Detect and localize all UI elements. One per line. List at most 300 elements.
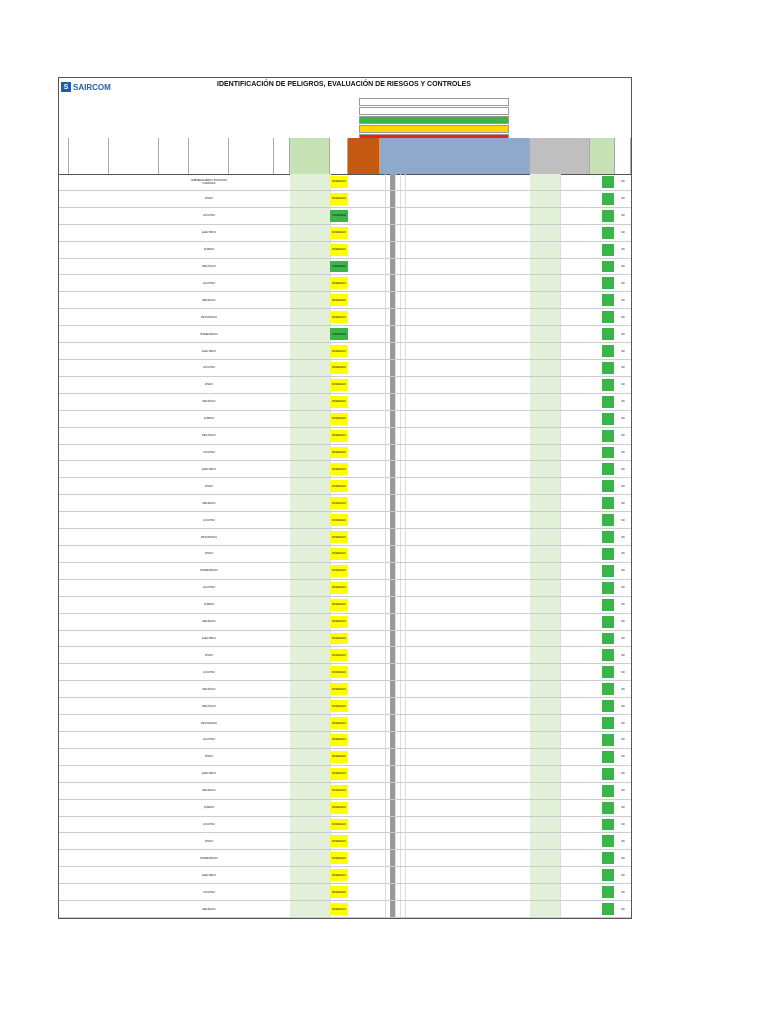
residual-eval-cell xyxy=(555,783,561,799)
hazard-cell: MECÁNICO xyxy=(202,789,216,793)
table-row xyxy=(59,597,631,614)
acceptability-cell: NO xyxy=(621,603,625,607)
table-row xyxy=(59,292,631,309)
residual-eval-cell xyxy=(555,749,561,765)
table-row xyxy=(59,326,631,343)
hazard-cell: ELÉCTRICO xyxy=(202,349,216,353)
acceptability-cell: NO xyxy=(621,214,625,218)
risk-level-cell: MODERADO xyxy=(330,244,348,256)
table-row xyxy=(59,512,631,529)
residual-risk-cell xyxy=(602,227,614,239)
acceptability-cell: NO xyxy=(621,417,625,421)
residual-eval-cell xyxy=(555,817,561,833)
risk-level-cell: MODERADO xyxy=(330,193,348,205)
residual-risk-cell xyxy=(602,193,614,205)
residual-eval-cell xyxy=(555,445,561,461)
control-cell xyxy=(400,309,406,325)
acceptability-cell: NO xyxy=(621,653,625,657)
table-row xyxy=(59,901,631,918)
control-cell xyxy=(400,664,406,680)
hazard-cell: QUÍMICO xyxy=(203,248,215,252)
residual-eval-cell xyxy=(555,275,561,291)
residual-eval-cell xyxy=(555,495,561,511)
risk-level-cell: TOLERABLE xyxy=(330,210,348,222)
acceptability-cell: NO xyxy=(621,434,625,438)
acceptability-cell: NO xyxy=(621,687,625,691)
residual-eval-cell xyxy=(555,326,561,342)
risk-level-cell: MODERADO xyxy=(330,886,348,898)
risk-level-cell: MODERADO xyxy=(330,514,348,526)
hazard-cell: MECÁNICO xyxy=(202,298,216,302)
hazard-cell: MECÁNICO xyxy=(202,620,216,624)
acceptability-cell: NO xyxy=(621,670,625,674)
document-title: IDENTIFICACIÓN DE PELIGROS, EVALUACIÓN DE RIESGOS Y CONTROLES xyxy=(217,81,471,88)
hazard-cell: FÍSICO xyxy=(205,484,213,488)
risk-level-cell: MODERADO xyxy=(330,379,348,391)
residual-risk-cell xyxy=(602,802,614,814)
acceptability-cell: NO xyxy=(621,822,625,826)
hazard-cell: FÍSICO xyxy=(205,197,213,201)
residual-eval-cell xyxy=(555,174,561,190)
acceptability-cell: NO xyxy=(621,873,625,877)
hazard-cell: BIOMECÁNICO xyxy=(200,856,218,860)
acceptability-cell: NO xyxy=(621,772,625,776)
hazard-cell: FÍSICO xyxy=(205,383,213,387)
hazard-cell: MECÁNICO xyxy=(202,400,216,404)
hazard-cell: PSICOSOCIAL xyxy=(200,315,218,319)
risk-level-cell: MODERADO xyxy=(330,463,348,475)
table-row xyxy=(59,208,631,225)
table-row xyxy=(59,461,631,478)
residual-eval-cell xyxy=(555,428,561,444)
risk-level-cell: MODERADO xyxy=(330,548,348,560)
col-header-5 xyxy=(189,138,229,174)
residual-risk-cell xyxy=(602,734,614,746)
acceptability-cell: NO xyxy=(621,721,625,725)
risk-legend xyxy=(359,98,509,143)
residual-risk-cell xyxy=(602,413,614,425)
control-cell xyxy=(400,208,406,224)
risk-level-cell: MODERADO xyxy=(330,582,348,594)
risk-level-cell: MODERADO xyxy=(330,497,348,509)
risk-level-cell: MODERADO xyxy=(330,785,348,797)
residual-eval-cell xyxy=(555,309,561,325)
residual-eval-cell xyxy=(555,242,561,258)
table-row xyxy=(59,242,631,259)
column-header-row xyxy=(59,138,631,175)
table-row xyxy=(59,766,631,783)
table-row xyxy=(59,174,631,191)
acceptability-cell: NO xyxy=(621,806,625,810)
residual-risk-cell xyxy=(602,379,614,391)
residual-eval-cell xyxy=(555,732,561,748)
table-row xyxy=(59,411,631,428)
risk-level-cell: TOLERABLE xyxy=(330,328,348,340)
acceptability-cell: NO xyxy=(621,586,625,590)
control-cell xyxy=(400,428,406,444)
table-row xyxy=(59,428,631,445)
col-header-6 xyxy=(229,138,274,174)
table-row xyxy=(59,563,631,580)
risk-level-cell: MODERADO xyxy=(330,819,348,831)
document-header xyxy=(59,78,631,139)
hazard-cell: QUÍMICO xyxy=(203,806,215,810)
risk-level-cell: MODERADO xyxy=(330,903,348,915)
col-header-accept xyxy=(615,138,631,174)
table-row xyxy=(59,309,631,326)
acceptability-cell: NO xyxy=(621,501,625,505)
residual-eval-cell xyxy=(555,681,561,697)
residual-eval-cell xyxy=(555,766,561,782)
brand-mark-icon: S xyxy=(61,82,71,92)
residual-risk-cell xyxy=(602,819,614,831)
acceptability-cell: NO xyxy=(621,535,625,539)
table-row xyxy=(59,749,631,766)
table-row xyxy=(59,698,631,715)
control-cell xyxy=(400,275,406,291)
table-row xyxy=(59,546,631,563)
hazard-cell: MECÁNICO xyxy=(202,907,216,911)
control-cell xyxy=(400,563,406,579)
acceptability-cell: NO xyxy=(621,366,625,370)
acceptability-cell: NO xyxy=(621,400,625,404)
hazard-cell: PSICOSOCIAL xyxy=(200,535,218,539)
residual-risk-cell xyxy=(602,903,614,915)
hazard-cell: ELÉCTRICO xyxy=(202,636,216,640)
control-cell xyxy=(400,225,406,241)
control-cell xyxy=(400,901,406,917)
col-header-ppe xyxy=(530,138,590,174)
risk-level-cell: MODERADO xyxy=(330,835,348,847)
table-row xyxy=(59,445,631,462)
table-row xyxy=(59,867,631,884)
risk-level-cell: MODERADO xyxy=(330,176,348,188)
hazard-cell: QUÍMICO xyxy=(203,603,215,607)
hazard-cell: BIOLÓGICO xyxy=(202,704,216,708)
residual-eval-cell xyxy=(555,411,561,427)
table-row xyxy=(59,580,631,597)
table-row xyxy=(59,800,631,817)
residual-risk-cell xyxy=(602,582,614,594)
residual-risk-cell xyxy=(602,328,614,340)
residual-risk-cell xyxy=(602,261,614,273)
hazard-cell: LOCATIVO xyxy=(203,890,215,894)
hazard-cell: LOCATIVO xyxy=(203,822,215,826)
residual-risk-cell xyxy=(602,852,614,864)
residual-eval-cell xyxy=(555,478,561,494)
control-cell xyxy=(400,461,406,477)
residual-risk-cell xyxy=(602,345,614,357)
hazard-cell: PSICOSOCIAL xyxy=(200,721,218,725)
saircom-logo xyxy=(61,80,121,94)
hazard-cell: QUÍMICO xyxy=(203,417,215,421)
risk-level-cell: MODERADO xyxy=(330,277,348,289)
legend-row-1 xyxy=(359,98,509,106)
residual-risk-cell xyxy=(602,548,614,560)
hazard-cell: ELÉCTRICO xyxy=(202,231,216,235)
table-row xyxy=(59,529,631,546)
residual-eval-cell xyxy=(555,631,561,647)
acceptability-cell: NO xyxy=(621,315,625,319)
table-row xyxy=(59,647,631,664)
acceptability-cell: NO xyxy=(621,383,625,387)
control-cell xyxy=(400,343,406,359)
hazard-cell: LOCATIVO xyxy=(203,670,215,674)
table-row xyxy=(59,478,631,495)
acceptability-cell: NO xyxy=(621,484,625,488)
acceptability-cell: NO xyxy=(621,636,625,640)
control-cell xyxy=(400,681,406,697)
residual-eval-cell xyxy=(555,647,561,663)
residual-risk-cell xyxy=(602,430,614,442)
table-row xyxy=(59,631,631,648)
residual-risk-cell xyxy=(602,616,614,628)
residual-risk-cell xyxy=(602,497,614,509)
hazard-cell: LOCATIVO xyxy=(203,214,215,218)
hazard-cell: LOCATIVO xyxy=(203,738,215,742)
residual-eval-cell xyxy=(555,664,561,680)
table-row xyxy=(59,495,631,512)
hazard-cell: ELÉCTRICO xyxy=(202,873,216,877)
control-cell xyxy=(400,850,406,866)
control-cell xyxy=(400,647,406,663)
hazard-cell: LOCATIVO xyxy=(203,586,215,590)
control-cell xyxy=(400,749,406,765)
residual-risk-cell xyxy=(602,633,614,645)
risk-level-cell: MODERADO xyxy=(330,345,348,357)
acceptability-cell: NO xyxy=(621,755,625,759)
table-row xyxy=(59,817,631,834)
acceptability-cell: NO xyxy=(621,620,625,624)
residual-eval-cell xyxy=(555,529,561,545)
matrix-rows xyxy=(59,174,631,918)
control-cell xyxy=(400,631,406,647)
residual-risk-cell xyxy=(602,294,614,306)
table-row xyxy=(59,394,631,411)
control-cell xyxy=(400,377,406,393)
table-row xyxy=(59,681,631,698)
acceptability-cell: NO xyxy=(621,450,625,454)
residual-risk-cell xyxy=(602,751,614,763)
risk-level-cell: MODERADO xyxy=(330,599,348,611)
residual-eval-cell xyxy=(555,580,561,596)
table-row xyxy=(59,614,631,631)
risk-level-cell: MODERADO xyxy=(330,717,348,729)
residual-eval-cell xyxy=(555,715,561,731)
hazard-cell: FÍSICO xyxy=(205,552,213,556)
residual-risk-cell xyxy=(602,666,614,678)
residual-risk-cell xyxy=(602,700,614,712)
acceptability-cell: NO xyxy=(621,467,625,471)
residual-risk-cell xyxy=(602,362,614,374)
risk-level-cell: MODERADO xyxy=(330,649,348,661)
residual-risk-cell xyxy=(602,514,614,526)
acceptability-cell: NO xyxy=(621,281,625,285)
control-cell xyxy=(400,715,406,731)
risk-level-cell: MODERADO xyxy=(330,683,348,695)
hazard-cell: FÍSICO xyxy=(205,653,213,657)
hazard-cell: FÍSICO xyxy=(205,839,213,843)
residual-eval-cell xyxy=(555,394,561,410)
risk-level-cell: MODERADO xyxy=(330,413,348,425)
legend-row-medium xyxy=(359,125,509,133)
risk-level-cell: MODERADO xyxy=(330,396,348,408)
control-cell xyxy=(400,614,406,630)
control-cell xyxy=(400,292,406,308)
risk-level-cell: MODERADO xyxy=(330,447,348,459)
col-header-evaluation xyxy=(290,138,330,174)
table-row xyxy=(59,275,631,292)
control-cell xyxy=(400,783,406,799)
hazard-cell: ELÉCTRICO xyxy=(202,772,216,776)
hazard-cell: SOBREESFUERZO, POSTURAS FORZADAS xyxy=(191,178,227,185)
residual-eval-cell xyxy=(555,546,561,562)
residual-eval-cell xyxy=(555,800,561,816)
residual-eval-cell xyxy=(555,833,561,849)
acceptability-cell: NO xyxy=(621,197,625,201)
col-header-2 xyxy=(69,138,109,174)
residual-eval-cell xyxy=(555,259,561,275)
control-cell xyxy=(400,529,406,545)
acceptability-cell: NO xyxy=(621,839,625,843)
residual-risk-cell xyxy=(602,480,614,492)
control-cell xyxy=(400,495,406,511)
residual-eval-cell xyxy=(555,597,561,613)
table-row xyxy=(59,664,631,681)
hazard-cell: LOCATIVO xyxy=(203,366,215,370)
acceptability-cell: NO xyxy=(621,569,625,573)
residual-risk-cell xyxy=(602,565,614,577)
table-row xyxy=(59,732,631,749)
residual-eval-cell xyxy=(555,901,561,917)
col-header-controls xyxy=(380,138,530,174)
residual-risk-cell xyxy=(602,277,614,289)
hazard-cell: BIOMECÁNICO xyxy=(200,569,218,573)
residual-risk-cell xyxy=(602,886,614,898)
residual-risk-cell xyxy=(602,768,614,780)
risk-level-cell: MODERADO xyxy=(330,311,348,323)
residual-risk-cell xyxy=(602,717,614,729)
table-row xyxy=(59,225,631,242)
acceptability-cell: NO xyxy=(621,856,625,860)
hazard-cell: FÍSICO xyxy=(205,755,213,759)
risk-level-cell: MODERADO xyxy=(330,666,348,678)
residual-risk-cell xyxy=(602,869,614,881)
acceptability-cell: NO xyxy=(621,349,625,353)
risk-level-cell: MODERADO xyxy=(330,852,348,864)
control-cell xyxy=(400,698,406,714)
control-cell xyxy=(400,242,406,258)
control-cell xyxy=(400,259,406,275)
acceptability-cell: NO xyxy=(621,264,625,268)
acceptability-cell: NO xyxy=(621,518,625,522)
residual-eval-cell xyxy=(555,225,561,241)
risk-level-cell: MODERADO xyxy=(330,227,348,239)
hazard-cell: LOCATIVO xyxy=(203,450,215,454)
table-row xyxy=(59,377,631,394)
acceptability-cell: NO xyxy=(621,248,625,252)
control-cell xyxy=(400,732,406,748)
control-cell xyxy=(400,597,406,613)
risk-level-cell: MODERADO xyxy=(330,480,348,492)
risk-level-cell: MODERADO xyxy=(330,751,348,763)
risk-level-cell: MODERADO xyxy=(330,294,348,306)
risk-level-cell: TOLERABLE xyxy=(330,261,348,273)
residual-eval-cell xyxy=(555,884,561,900)
control-cell xyxy=(400,360,406,376)
hazard-cell: BIOMECÁNICO xyxy=(200,332,218,336)
residual-risk-cell xyxy=(602,531,614,543)
residual-eval-cell xyxy=(555,377,561,393)
residual-risk-cell xyxy=(602,683,614,695)
control-cell xyxy=(400,394,406,410)
col-header-4 xyxy=(159,138,189,174)
table-row xyxy=(59,360,631,377)
risk-level-cell: MODERADO xyxy=(330,700,348,712)
residual-eval-cell xyxy=(555,208,561,224)
control-cell xyxy=(400,326,406,342)
hazard-cell: BIOLÓGICO xyxy=(202,434,216,438)
residual-risk-cell xyxy=(602,311,614,323)
acceptability-cell: NO xyxy=(621,704,625,708)
col-header-1 xyxy=(59,138,69,174)
table-row xyxy=(59,343,631,360)
control-cell xyxy=(400,546,406,562)
control-cell xyxy=(400,191,406,207)
hazard-cell: LOCATIVO xyxy=(203,281,215,285)
risk-level-cell: MODERADO xyxy=(330,430,348,442)
brand-name: SAIRCOM xyxy=(73,82,111,92)
risk-level-cell: MODERADO xyxy=(330,734,348,746)
residual-eval-cell xyxy=(555,360,561,376)
residual-risk-cell xyxy=(602,210,614,222)
hazard-cell: MECÁNICO xyxy=(202,687,216,691)
control-cell xyxy=(400,800,406,816)
risk-level-cell: MODERADO xyxy=(330,531,348,543)
residual-eval-cell xyxy=(555,292,561,308)
hazard-cell: ELÉCTRICO xyxy=(202,467,216,471)
table-row xyxy=(59,850,631,867)
col-header-7 xyxy=(274,138,290,174)
risk-matrix-sheet xyxy=(58,77,632,919)
hazard-cell: BIOLÓGICO xyxy=(202,264,216,268)
acceptability-cell: NO xyxy=(621,552,625,556)
col-header-risk xyxy=(330,138,348,174)
risk-level-cell: MODERADO xyxy=(330,768,348,780)
acceptability-cell: NO xyxy=(621,907,625,911)
acceptability-cell: NO xyxy=(621,789,625,793)
legend-row-2 xyxy=(359,107,509,115)
acceptability-cell: NO xyxy=(621,332,625,336)
control-cell xyxy=(400,512,406,528)
control-cell xyxy=(400,766,406,782)
residual-eval-cell xyxy=(555,512,561,528)
control-cell xyxy=(400,411,406,427)
control-cell xyxy=(400,867,406,883)
residual-risk-cell xyxy=(602,244,614,256)
residual-risk-cell xyxy=(602,463,614,475)
risk-level-cell: MODERADO xyxy=(330,616,348,628)
residual-risk-cell xyxy=(602,835,614,847)
control-cell xyxy=(400,884,406,900)
control-cell xyxy=(400,445,406,461)
risk-level-cell: MODERADO xyxy=(330,869,348,881)
residual-eval-cell xyxy=(555,191,561,207)
control-cell xyxy=(400,478,406,494)
control-cell xyxy=(400,833,406,849)
risk-level-cell: MODERADO xyxy=(330,802,348,814)
residual-eval-cell xyxy=(555,614,561,630)
